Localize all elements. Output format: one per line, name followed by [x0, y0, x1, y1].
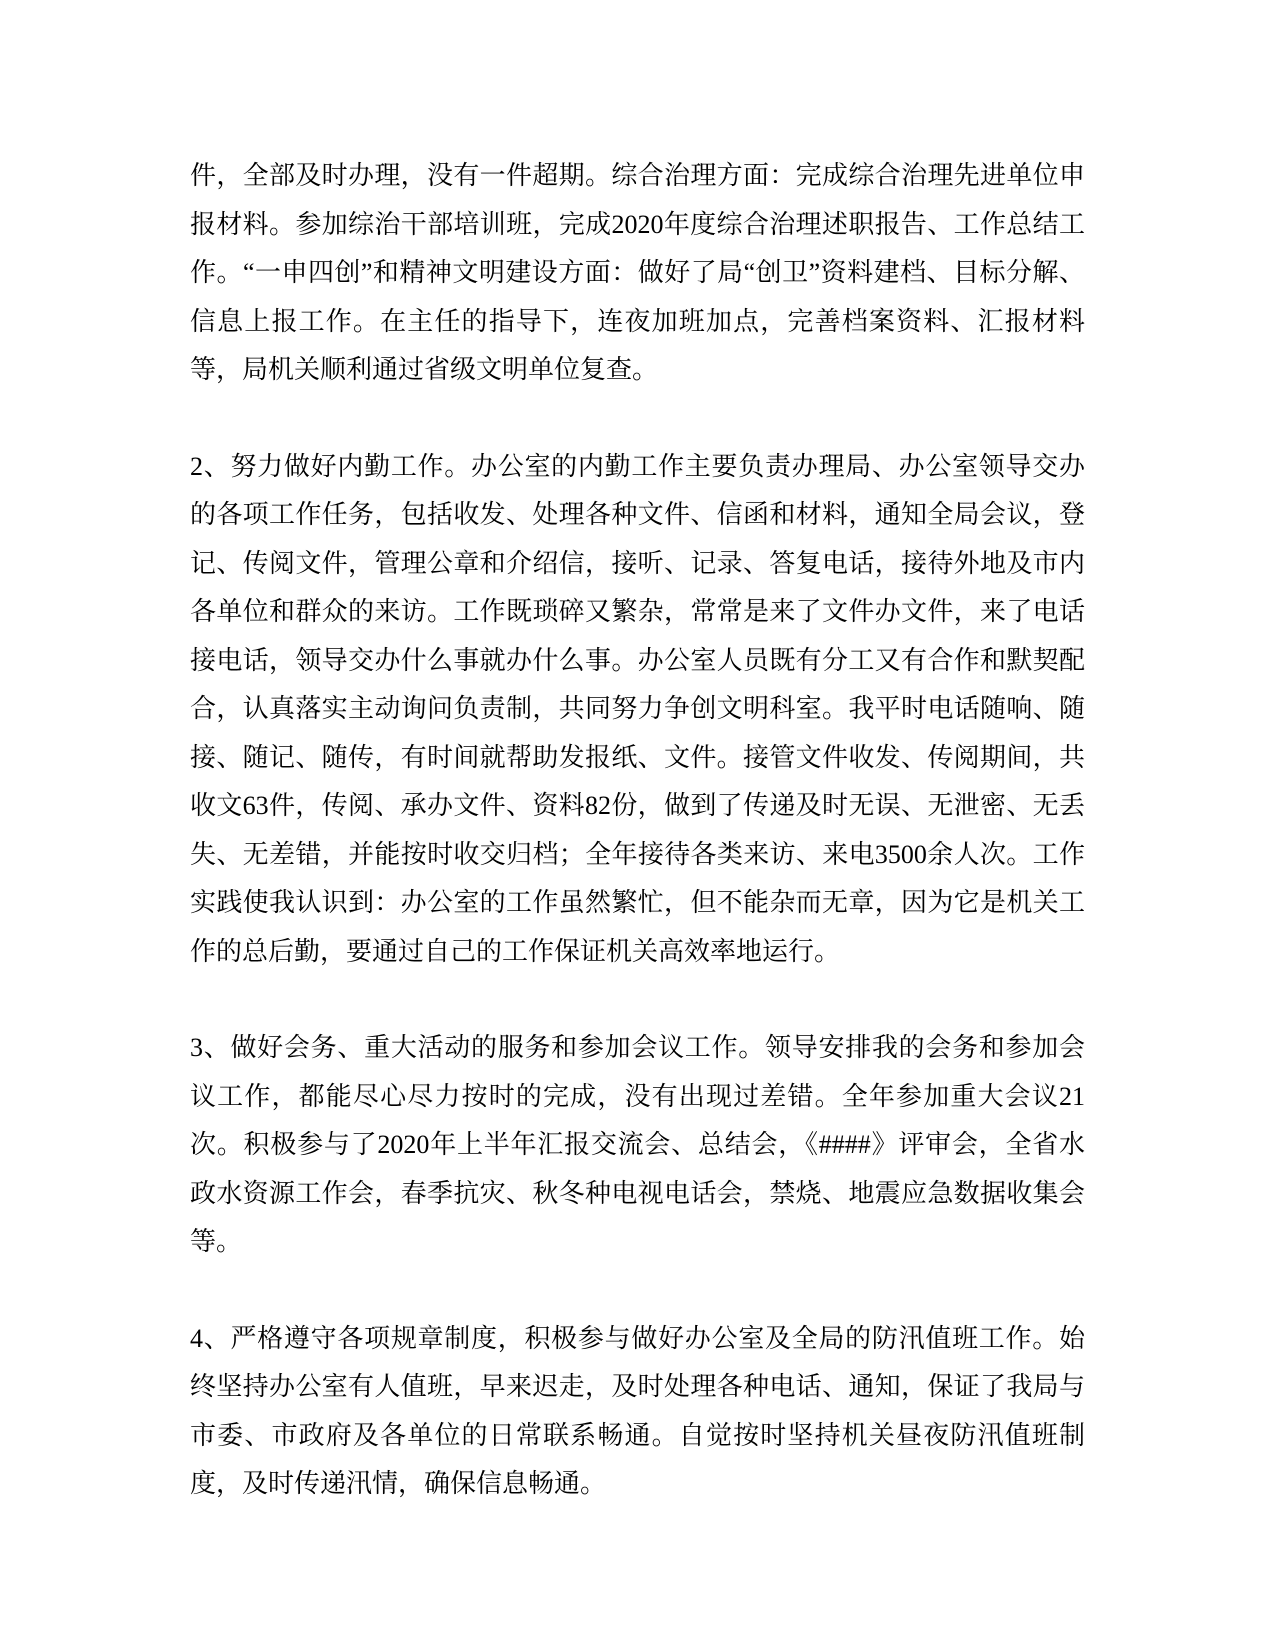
paragraph-continuation-comprehensive-governance: 件，全部及时办理，没有一件超期。综合治理方面：完成综合治理先进单位申报材料。参加综治干部培训班，完成2020年度综合治理述职报告、工作总结工作。“一申四创”和精神文明建设方面：做好了局“创卫”资料建档、目标分解、信息上报工作。在主任的指导下，连夜加班加点，完善档案资料、汇报材料等，局机关顺利通过省级文明单位复查。 [190, 161, 1085, 384]
paragraph-2-internal-affairs-work: 2、努力做好内勤工作。办公室的内勤工作主要负责办理局、办公室领导交办的各项工作任务，包括收发、处理各种文件、信函和材料，通知全局会议，登记、传阅文件，管理公章和介绍信，接听、记录、答复电话，接待外地及市内各单位和群众的来访。工作既琐碎又繁杂，常常是来了文件办文件，来了电话接电话，领导交办什么事就办什么事。办公室人员既有分工又有合作和默契配合，认真落实主动询问负责制，共同努力争创文明科室。我平时电话随响、随接、随记、随传，有时间就帮助发报纸、文件。接管文件收发、传阅期间，共收文63件，传阅、承办文件、资料82份，做到了传递及时无误、无泄密、无丢失、无差错，并能按时收交归档；全年接待各类来访、来电3500余人次。工作实践使我认识到：办公室的工作虽然繁忙，但不能杂而无章，因为它是机关工作的总后勤，要通过自己的工作保证机关高效率地运行。 [190, 451, 1085, 966]
document-content [190, 152, 1085, 1509]
paragraph-4-flood-control-duty-work: 4、严格遵守各项规章制度，积极参与做好办公室及全局的防汛值班工作。始终坚持办公室有人值班，早来迟走，及时处理各种电话、通知，保证了我局与市委、市政府及各单位的日常联系畅通。自觉按时坚持机关昼夜防汛值班制度，及时传递汛情，确保信息畅通。 [190, 1323, 1085, 1498]
paragraph-3-conference-service-work: 3、做好会务、重大活动的服务和参加会议工作。领导安排我的会务和参加会议工作，都能尽心尽力按时的完成，没有出现过差错。全年参加重大会议21次。积极参与了2020年上半年汇报交流会、总结会，《####》评审会，全省水政水资源工作会，春季抗灾、秋冬种电视电话会，禁烧、地震应急数据收集会等。 [190, 1033, 1085, 1256]
